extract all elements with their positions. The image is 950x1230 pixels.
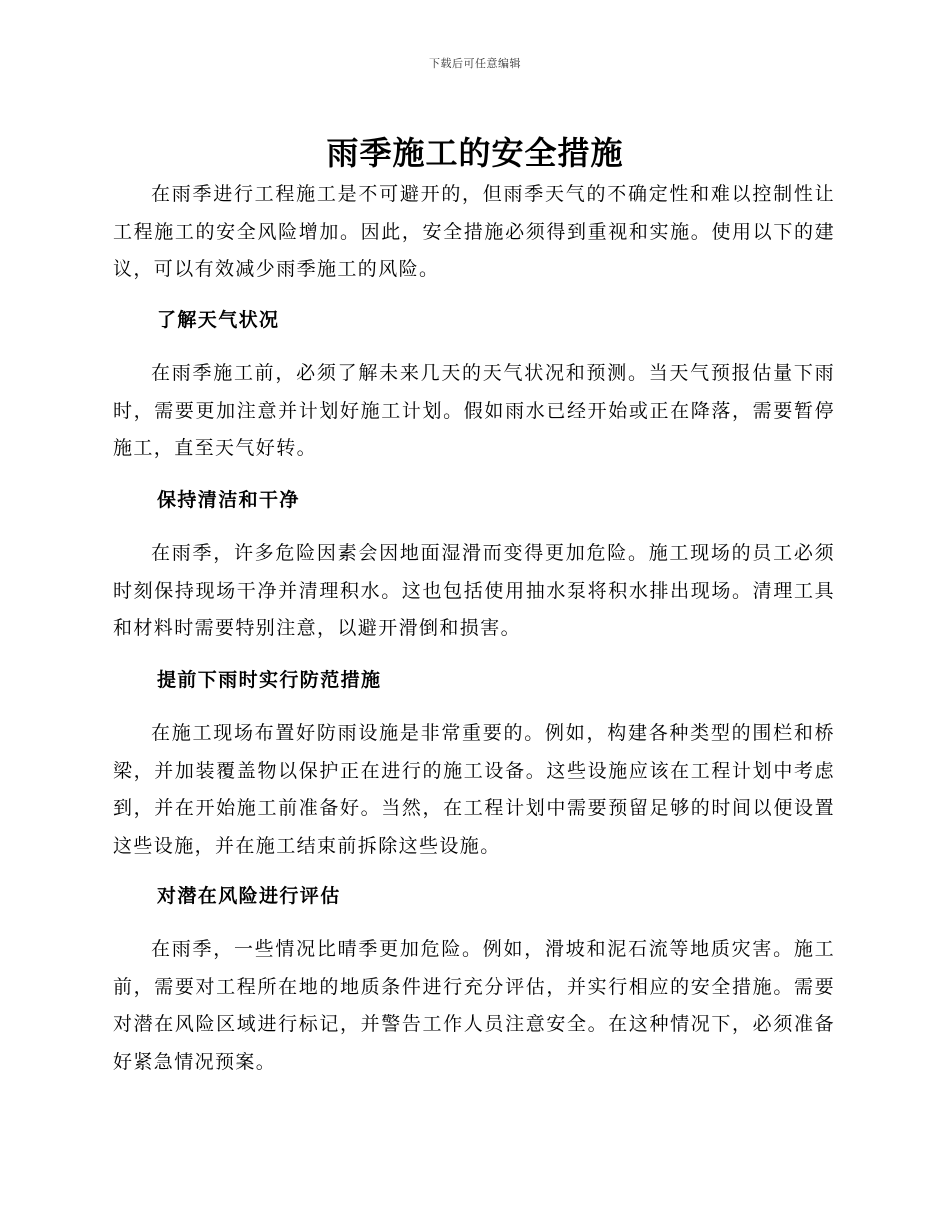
header-note: 下载后可任意编辑: [429, 57, 521, 70]
section-heading-risk-assessment: 对潜在风险进行评估: [157, 885, 341, 907]
section-heading-cleanliness: 保持清洁和干净: [157, 489, 300, 511]
section-body-precautions: 在施工现场布置好防雨设施是非常重要的。例如，构建各种类型的围栏和桥梁，并加装覆盖物以保护正在进行的施工设备。这些设施应该在工程计划中考虑到，并在开始施工前准备好。当然，在工程计划中需要预留足够的时间以便设置这些设施，并在施工结束前拆除这些设施。: [113, 722, 835, 857]
section-body-weather: 在雨季施工前，必须了解未来几天的天气状况和预测。当天气预报估量下雨时，需要更加注意并计划好施工计划。假如雨水已经开始或正在降落，需要暂停施工，直至天气好转。: [113, 362, 835, 459]
section-body-risk-assessment: 在雨季，一些情况比晴季更加危险。例如，滑坡和泥石流等地质灾害。施工前，需要对工程所在地的地质条件进行充分评估，并实行相应的安全措施。需要对潜在风险区域进行标记，并警告工作人员注意安全。在这种情况下，必须准备好紧急情况预案。: [113, 938, 835, 1073]
section-body-cleanliness: 在雨季，许多危险因素会因地面湿滑而变得更加危险。施工现场的员工必须时刻保持现场干净并清理积水。这也包括使用抽水泵将积水排出现场。清理工具和材料时需要特别注意，以避开滑倒和损害。: [113, 542, 835, 639]
section-heading-weather: 了解天气状况: [157, 309, 280, 331]
section-heading-precautions: 提前下雨时实行防范措施: [157, 669, 382, 691]
page-title: 雨季施工的安全措施: [326, 134, 624, 172]
intro-paragraph: 在雨季进行工程施工是不可避开的，但雨季天气的不确定性和难以控制性让工程施工的安全风险增加。因此，安全措施必须得到重视和实施。使用以下的建议，可以有效减少雨季施工的风险。: [113, 183, 835, 280]
